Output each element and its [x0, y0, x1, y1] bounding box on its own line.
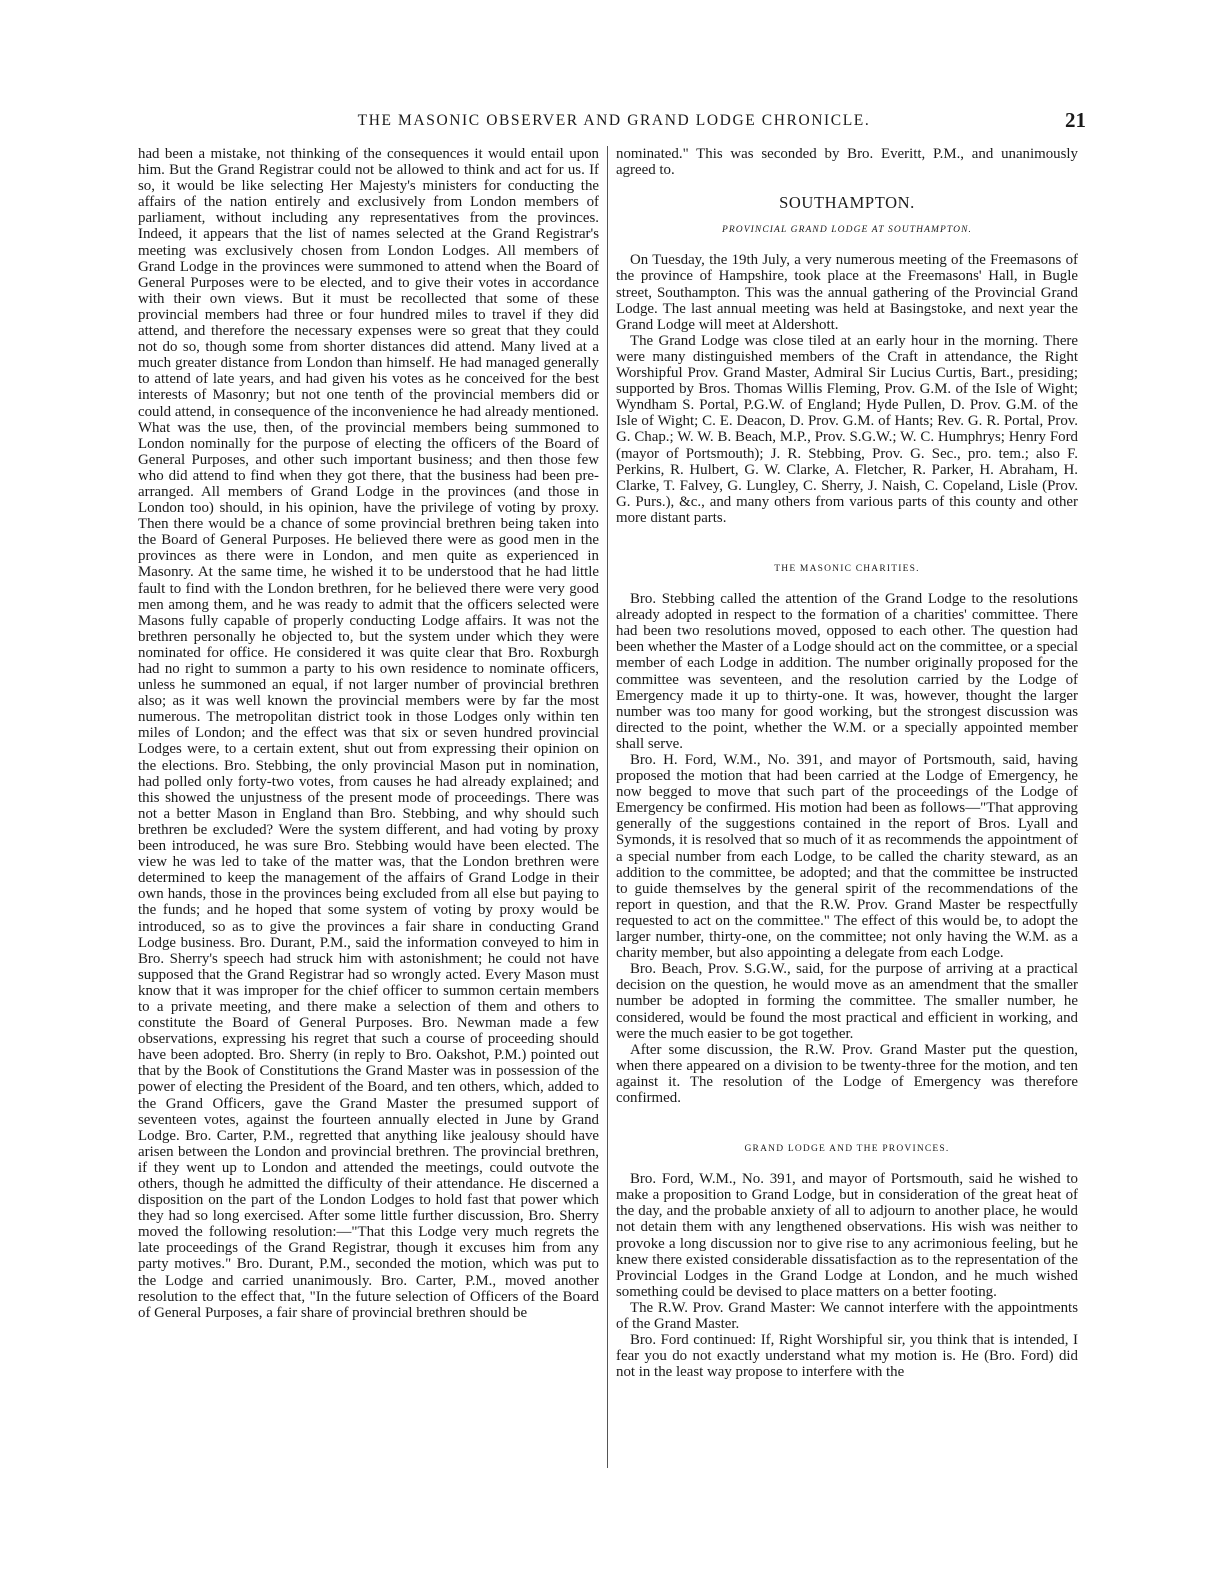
paragraph-beach-amendment: Bro. Beach, Prov. S.G.W., said, for the purpose of arriving at a practical decision on the question, he would move as an amendment that the smaller number be adopted in forming the committee. The smaller number, he considered, would be found the most practical and efficient in working, and were the much easier to be got together.	[616, 961, 1078, 1042]
running-head	[138, 108, 1090, 138]
left-column-text: had been a mistake, not thinking of the consequences it would entail upon him. But the Grand Registrar could not be allowed to think and act for us. If so, it would be like selecting Her Majesty's ministers for conducting the affairs of the nation entirely and exclusively from London members of parliament, without including any representatives from the provinces. Indeed, it appears that the list of names selected at the Grand Registrar's meeting was exclusively chosen from London Lodges. All members of Grand Lodge in the provinces were summoned to attend when the Board of General Purposes were to be elected, and to give their votes in accordance with their own views. But it must be recollected that some of these provincial members had three or four hundred miles to travel if they did attend, and therefore the necessary expenses were so great that they could not do so, though some from shorter distances did attend. Many lived at a much greater distance from London than himself. He had managed generally to attend of late years, and had given his votes as he conceived for the best interests of Masonry; but not one tenth of the provincial members did or could attend, in consequence of the inconvenience he had already mentioned. What was the use, then, of the provincial members being summoned to London nominally for the purpose of electing the officers of the Board of General Purposes, and other such important business; and then those few who did attend to find when they got there, that the business had been pre-arranged. All members of Grand Lodge in the provinces (and those in London too) should, in his opinion, have the privilege of voting by proxy. Then there would be a chance of some provincial brethren being taken into the Board of General Purposes. He believed there were as good men in the provinces as there were in London, and men quite as experienced in Masonry. At the same time, he wished it to be understood that he had little fault to find with the London brethren, for he believed there were very good men among them, and he was ready to admit that the officers selected were Masons fully capable of properly conducting Lodge affairs. It was not the brethren personally he objected to, but the system under which they were nominated for office. He considered it was quite clear that Bro. Roxburgh had no right to summon a party to his own residence to nominate officers, unless he summoned an equal, if not larger number of provincial brethren also; as it was well known the provincial members were by far the most numerous. The metropolitan district took in those Lodges only within ten miles of London; and the effect was that six or seven hundred provincial Lodges were, to a certain extent, shut out from expressing their opinion on the elections. Bro. Stebbing, the only provincial Mason put in nomination, had polled only forty-two votes, from causes he had already explained; and this showed the unjustness of the present mode of proceedings. There was not a better Mason in England than Bro. Stebbing, and why should such brethren be excluded? Were the system different, and had voting by proxy been introduced, he was sure Bro. Stebbing would have been elected. The view he was led to take of the matter was, that the London brethren were determined to keep the management of the affairs of Grand Lodge in their own hands, those in the provinces being excluded from all else but paying to the funds; and he hoped that some system of voting by proxy would be introduced, so as to give the provinces a fair share in conducting Grand Lodge business. Bro. Durant, P.M., said the information conveyed to him in Bro. Sherry's speech had struck him with astonishment; he could not have supposed that the Grand Registrar had so wrongly acted. Every Mason must know that it was improper for the chief officer to summon certain members to a private meeting, and there make a selection of them and others to constitute the Board of General Purposes. Bro. Newman made a few observations, expressing his regret that such a course of proceeding should have been adopted. Bro. Sherry (in reply to Bro. Oakshot, P.M.) pointed out that by the Book of Constitutions the Grand Master was in possession of the power of electing the President of the Board, and ten others, which, added to the Grand Officers, gave the Grand Master the presumed support of seventeen votes, against the fourteen annually elected in June by Grand Lodge. Bro. Carter, P.M., regretted that anything like jealousy should have arisen between the London and provincial brethren. The provincial brethren, if they went up to London and attended the meetings, could outvote the others, though he admitted the difficulty of their attendance. He discerned a disposition on the part of the London Lodges to hold fast that power which they had so long exercised. After some little further discussion, Bro. Sherry moved the following resolution:—"That this Lodge very much regrets the late proceedings of the Grand Registrar, though it excuses him from any party motives." Bro. Durant, P.M., seconded the motion, which was put to the Lodge and carried unanimously. Bro. Carter, P.M., moved another resolution to the effect that, "In the future selection of Officers of the Board of General Purposes, a fair share of provincial brethren should be	[138, 146, 599, 1321]
paragraph-grand-master-reply: The R.W. Prov. Grand Master: We cannot interfere with the appointments of the Grand Master.	[616, 1299, 1078, 1332]
page-number: 21	[1065, 108, 1086, 132]
subhead-grand-lodge-provinces: GRAND LODGE AND THE PROVINCES.	[744, 1144, 950, 1155]
paragraph-meeting: On Tuesday, the 19th July, a very numerous meeting of the Freemasons of the province of Hampshire, took place at the Freemasons' Hall, in Bugle street, Southampton. This was the annual gathering of the Provincial Grand Lodge. The last annual meeting was held at Basingstoke, and next year the Grand Lodge will meet at Aldershott.	[616, 252, 1078, 333]
paragraph-division: After some discussion, the R.W. Prov. Grand Master put the question, when there appeared on a division to be twenty-three for the motion, and ten against it. The resolution of the Lodge of Emergency was therefore confirmed.	[616, 1041, 1078, 1106]
section-title-southampton: SOUTHAMPTON.	[779, 193, 915, 213]
paragraph-stebbing: Bro. Stebbing called the attention of the Grand Lodge to the resolutions already adopted in respect to the formation of a charities' committee. There had been two resolutions moved, opposed to each other. The question had been whether the Master of a Lodge should act on the committee, or a special member of each Lodge in addition. The number originally proposed for the committee was seventeen, and the resolution carried by the Lodge of Emergency made it up to thirty-one. It was, however, thought the larger number was too many for good working, but the strongest discussion was directed to the point, whether the W.M. or a specially appointed member shall serve.	[616, 591, 1078, 752]
subhead-masonic-charities: THE MASONIC CHARITIES.	[774, 563, 920, 574]
continuation-paragraph: nominated." This was seconded by Bro. Everitt, P.M., and unanimously agreed to.	[616, 146, 1078, 179]
spacer	[616, 526, 1078, 561]
spacer	[616, 1106, 1078, 1141]
column-divider	[607, 146, 608, 1468]
right-column	[616, 146, 1078, 1466]
page-header-title: THE MASONIC OBSERVER AND GRAND LODGE CHRONICLE.	[357, 112, 871, 129]
paragraph-attendance: The Grand Lodge was close tiled at an early hour in the morning. There were many distinguished members of the Craft in attendance, the Right Worshipful Prov. Grand Master, Admiral Sir Lucius Curtis, Bart., presiding; supported by Bros. Thomas Willis Fleming, Prov. G.M. of the Isle of Wight; Wyndham S. Portal, P.G.W. of England; Hyde Pullen, D. Prov. G.M. of the Isle of Wight; C. E. Deacon, D. Prov. G.M. of Hants; Rev. G. R. Portal, Prov. G. Chap.; W. W. B. Beach, M.P., Prov. S.G.W.; W. C. Humphrys; Henry Ford (mayor of Portsmouth); J. R. Stebbing, Prov. G. Sec., pro. tem.; also F. Perkins, R. Hulbert, G. W. Clarke, A. Fletcher, R. Parker, H. Abraham, H. Clarke, T. Falvey, G. Lungley, C. Sherry, J. Naish, C. Copeland, Lisle (Prov. G. Purs.), &c., and many others from various parts of this county and other more distant parts.	[616, 332, 1078, 526]
paragraph-ford-motion: Bro. H. Ford, W.M., No. 391, and mayor of Portsmouth, said, having proposed the motion that had been carried at the Lodge of Emergency, he now begged to move that such part of the proceedings of the Lodge of Emergency be confirmed. His motion had been as follows—"That approving generally of the suggestions contained in the report of Bros. Lyall and Symonds, it is resolved that so much of it as recommends the appointment of a special number from each Lodge, to be called the charity steward, as an addition to the committee, be adopted; and that the committee be instructed to guide themselves by the general spirit of the recommendations of the report in question, and that the R.W. Prov. Grand Master be respectfully requested to act on the committee." The effect of this would be, to adopt the larger number, thirty-one, on the committee; not only having the W.M. as a charity member, but also appointing a delegate from each Lodge.	[616, 752, 1078, 962]
paragraph-ford-continued: Bro. Ford continued: If, Right Worshipful sir, you think that is intended, I fear you do not exactly understand what my motion is. He (Bro. Ford) did not in the least way propose to interfere with the	[616, 1332, 1078, 1381]
section-subtitle: PROVINCIAL GRAND LODGE AT SOUTHAMPTON.	[721, 225, 973, 236]
paragraph-ford-proposition: Bro. Ford, W.M., No. 391, and mayor of Portsmouth, said he wished to make a proposition to Grand Lodge, but in consideration of the great heat of the day, and the probable anxiety of all to adjourn to another place, he would not detain them with any lengthened observations. His wish was neither to provoke a long discussion nor to give rise to any acrimonious feeling, but he knew there existed considerable dissatisfaction as to the representation of the Provincial Lodges in the Grand Lodge at London, and he much wished something could be devised to place matters on a better footing.	[616, 1171, 1078, 1300]
left-column	[138, 146, 599, 1464]
